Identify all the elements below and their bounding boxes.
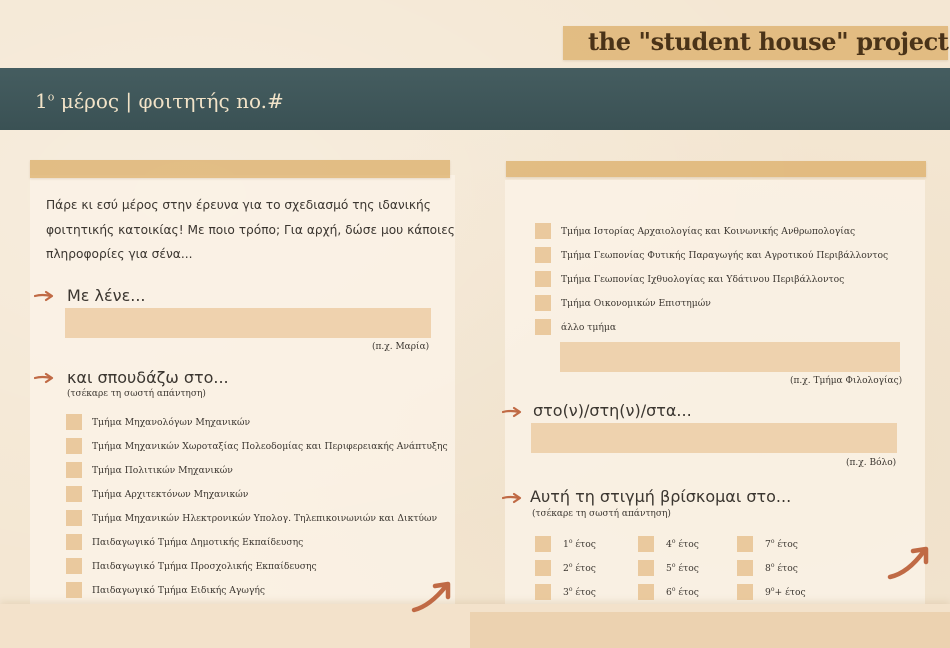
- year-option[interactable]: $7^o$ έτος: [737, 536, 798, 552]
- arrow-right-icon: [502, 492, 522, 504]
- name-example: (π.χ. Μαρία): [372, 342, 430, 352]
- part-number: 1: [35, 89, 48, 113]
- page-turn-arrow-icon: [886, 543, 932, 581]
- name-question: Με λένε...: [67, 286, 146, 305]
- checkbox[interactable]: [535, 584, 551, 600]
- checkbox[interactable]: [737, 560, 753, 576]
- checkbox[interactable]: [66, 486, 82, 502]
- department-option-other[interactable]: άλλο τμήμα: [535, 319, 616, 335]
- part-ordinal: ο: [47, 90, 55, 104]
- department-option[interactable]: Τμήμα Μηχανικών Ηλεκτρονικών Υπολογ. Τηλεπικοινωνιών και Δικτύων: [66, 510, 437, 526]
- department-option[interactable]: Τμήμα Πολιτικών Μηχανικών: [66, 462, 233, 478]
- other-department-field[interactable]: [560, 342, 900, 372]
- department-option[interactable]: Τμήμα Μηχανολόγων Μηχανικών: [66, 414, 250, 430]
- left-tape: [30, 160, 450, 178]
- checkbox[interactable]: [535, 560, 551, 576]
- year-hint: (τσέκαρε τη σωστή απάντηση): [532, 509, 671, 519]
- checkbox[interactable]: [535, 295, 551, 311]
- checkbox[interactable]: [737, 536, 753, 552]
- year-option[interactable]: $5^o$ έτος: [638, 560, 699, 576]
- part-title: [35, 89, 284, 113]
- year-option[interactable]: $2^o$ έτος: [535, 560, 596, 576]
- year-option[interactable]: $3^o$ έτος: [535, 584, 596, 600]
- arrow-right-icon: [34, 290, 54, 302]
- department-option[interactable]: Παιδαγωγικό Τμήμα Δημοτικής Εκπαίδευσης: [66, 534, 303, 550]
- year-option[interactable]: $9^o+ έ\tau o\varsigma$: [737, 584, 806, 600]
- year-question: Αυτή τη στιγμή βρίσκομαι στο...: [530, 487, 792, 506]
- department-option[interactable]: Τμήμα Ιστορίας Αρχαιολογίας και Κοινωνικής Ανθρωπολογίας: [535, 223, 855, 239]
- city-example: (π.χ. Βόλο): [846, 458, 897, 468]
- department-option[interactable]: Παιδαγωγικό Τμήμα Ειδικής Αγωγής: [66, 582, 265, 598]
- department-option[interactable]: Παιδαγωγικό Τμήμα Προσχολικής Εκπαίδευσης: [66, 558, 317, 574]
- year-option[interactable]: $6^o$ έτος: [638, 584, 699, 600]
- checkbox[interactable]: [535, 223, 551, 239]
- right-tape: [506, 161, 926, 177]
- checkbox[interactable]: [535, 271, 551, 287]
- checkbox[interactable]: [66, 462, 82, 478]
- checkbox[interactable]: [66, 582, 82, 598]
- other-department-example: (π.χ. Τμήμα Φιλολογίας): [790, 376, 903, 386]
- arrow-right-icon: [34, 372, 54, 384]
- checkbox[interactable]: [535, 319, 551, 335]
- department-option[interactable]: Τμήμα Μηχανικών Χωροταξίας Πολεοδομίας και Περιφερειακής Ανάπτυξης: [66, 438, 448, 454]
- department-option[interactable]: Τμήμα Οικονομικών Επιστημών: [535, 295, 711, 311]
- checkbox[interactable]: [638, 560, 654, 576]
- part-label: μέρος | φοιτητής no.#: [54, 89, 284, 113]
- project-title: the "student house" project: [588, 27, 949, 56]
- arrow-right-icon: [502, 406, 522, 418]
- page-turn-arrow-icon: [410, 578, 454, 614]
- checkbox[interactable]: [66, 534, 82, 550]
- year-option[interactable]: $1^o$ έτος: [535, 536, 596, 552]
- name-field[interactable]: [65, 308, 431, 338]
- city-question: στο(ν)/στη(ν)/στα...: [533, 401, 692, 420]
- checkbox[interactable]: [737, 584, 753, 600]
- department-option[interactable]: Τμήμα Γεωπονίας Ιχθυολογίας και Υδάτινου Περιβάλλοντος: [535, 271, 844, 287]
- year-option[interactable]: $4^o$ έτος: [638, 536, 699, 552]
- checkbox[interactable]: [638, 584, 654, 600]
- department-option[interactable]: Τμήμα Γεωπονίας Φυτικής Παραγωγής και Αγροτικού Περιβάλλοντος: [535, 247, 888, 263]
- year-option[interactable]: $8^o$ έτος: [737, 560, 798, 576]
- intro-text: Πάρε κι εσύ μέρος στην έρευνα για το σχεδιασμό της ιδανικής φοιτητικής κατοικίας! Με ποιο τρόπο; Για αρχή, δώσε μου κάποιες πληροφορίες για σένα...: [46, 198, 455, 261]
- study-question: και σπουδάζω στο...: [67, 368, 229, 387]
- checkbox[interactable]: [66, 438, 82, 454]
- checkbox[interactable]: [638, 536, 654, 552]
- study-hint: (τσέκαρε τη σωστή απάντηση): [67, 389, 206, 399]
- checkbox[interactable]: [535, 247, 551, 263]
- checkbox[interactable]: [535, 536, 551, 552]
- checkbox[interactable]: [66, 510, 82, 526]
- city-field[interactable]: [531, 423, 897, 453]
- torn-paper-strip: [470, 612, 950, 648]
- checkbox[interactable]: [66, 414, 82, 430]
- department-option[interactable]: Τμήμα Αρχιτεκτόνων Μηχανικών: [66, 486, 248, 502]
- checkbox[interactable]: [66, 558, 82, 574]
